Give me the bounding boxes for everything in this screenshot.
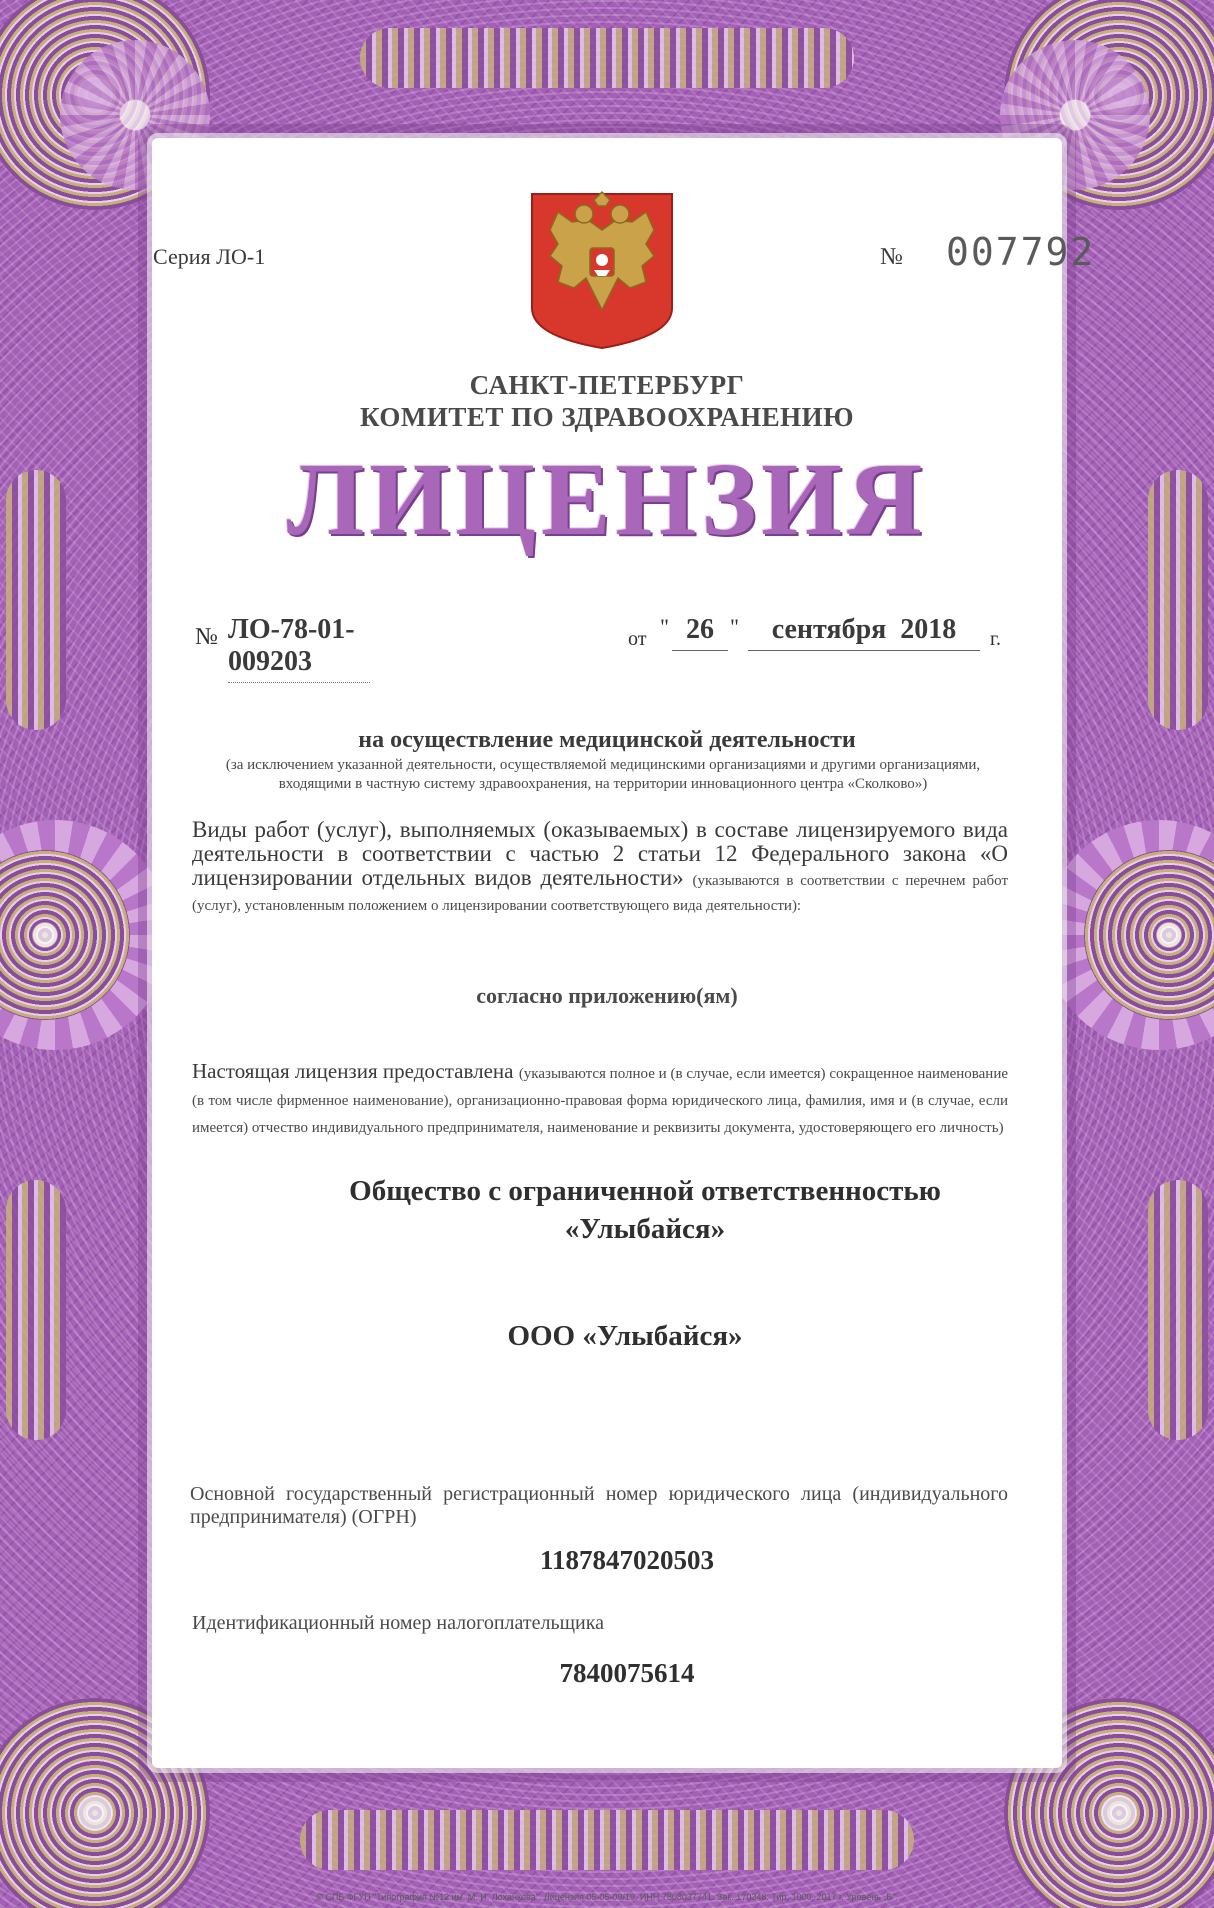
- granted-text: Настоящая лицензия предоставлена: [192, 1059, 514, 1083]
- license-number: ЛО-78-01-009203: [228, 614, 370, 683]
- inn-value: 7840075614: [559, 1658, 695, 1688]
- activity-title: на осуществление медицинской деятельности: [358, 727, 856, 753]
- organization-full-name-line2: «Улыбайся»: [564, 1213, 726, 1245]
- organization-short-name: ООО «Улыбайся»: [507, 1320, 743, 1352]
- works-note: (указываются в соответствии с перечнем работ (услуг), установленным положением о лицензировании соответствующего вида деятельности):: [192, 873, 1008, 914]
- ornament-band-top: [360, 28, 854, 88]
- works-paragraph: [192, 818, 1008, 916]
- date-quote-open: ": [660, 614, 669, 639]
- organization-full-name-line1: Общество с ограниченной ответственностью: [349, 1175, 941, 1207]
- annex-reference: согласно приложению(ям): [476, 983, 738, 1008]
- serial-number: 007792: [946, 230, 1096, 274]
- document-title: ЛИЦЕНЗИЯ: [286, 442, 928, 557]
- activity-note: (за исключением указанной деятельности, осуществляемой медицинскими организациями и другими организациями, входящими в частную систему здравоохранения, на территории инновационного центра «Сколково»): [225, 757, 981, 792]
- date-month: сентября: [771, 614, 887, 645]
- ogrn-label: Основной государственный регистрационный номер юридического лица (индивидуального предпринимателя) (ОГРН): [190, 1483, 1008, 1528]
- date-month-year: [748, 614, 980, 651]
- series-label: Серия ЛО-1: [153, 244, 266, 269]
- works-text: Виды работ (услуг), выполняемых (оказываемых) в составе лицензируемого вида деятельности в соответствии с частью 2 статьи 12 Федерального закона «О лицензировании отдельных видов деятельности»: [192, 817, 1008, 890]
- date-year: 2018: [900, 614, 957, 645]
- ogrn-value: 1187847020503: [539, 1545, 714, 1575]
- date-prefix: от: [628, 628, 647, 650]
- license-number-sign: №: [195, 624, 218, 650]
- granted-paragraph: [192, 1058, 1008, 1139]
- inn-label: Идентификационный номер налогоплательщика: [192, 1612, 605, 1634]
- number-sign: №: [880, 244, 903, 270]
- organization-full-name: [0, 1172, 1214, 1248]
- granted-note: (указываются полное и (в случае, если имеется) сокращенное наименование (в том числе фирменное наименование), организационно-правовая форма юридического лица, фамилия, имя и (в случае, если имеется) отчество индивидуального предпринимателя, наименование и реквизиты документа, удостоверяющего его личность): [192, 1066, 1009, 1136]
- issuer-committee: КОМИТЕТ ПО ЗДРАВООХРАНЕНИЮ: [360, 402, 854, 432]
- date-year-suffix: г.: [990, 628, 1001, 650]
- ornament-band-bottom: [300, 1810, 914, 1870]
- printer-footer: © СПБ ФГУП "Типография №12 им. М. И. Лоханкова". Лицензия 05-05-09/19. ИНН 7808037741. Зак. 170348. Тир. 1000. 2017 г. Уровень „Б“.: [316, 1892, 898, 1902]
- issuer-city: САНКТ-ПЕТЕРБУРГ: [469, 370, 745, 400]
- coat-of-arms-icon: [528, 190, 676, 350]
- date-day: 26: [672, 614, 728, 651]
- date-quote-close: ": [730, 614, 739, 639]
